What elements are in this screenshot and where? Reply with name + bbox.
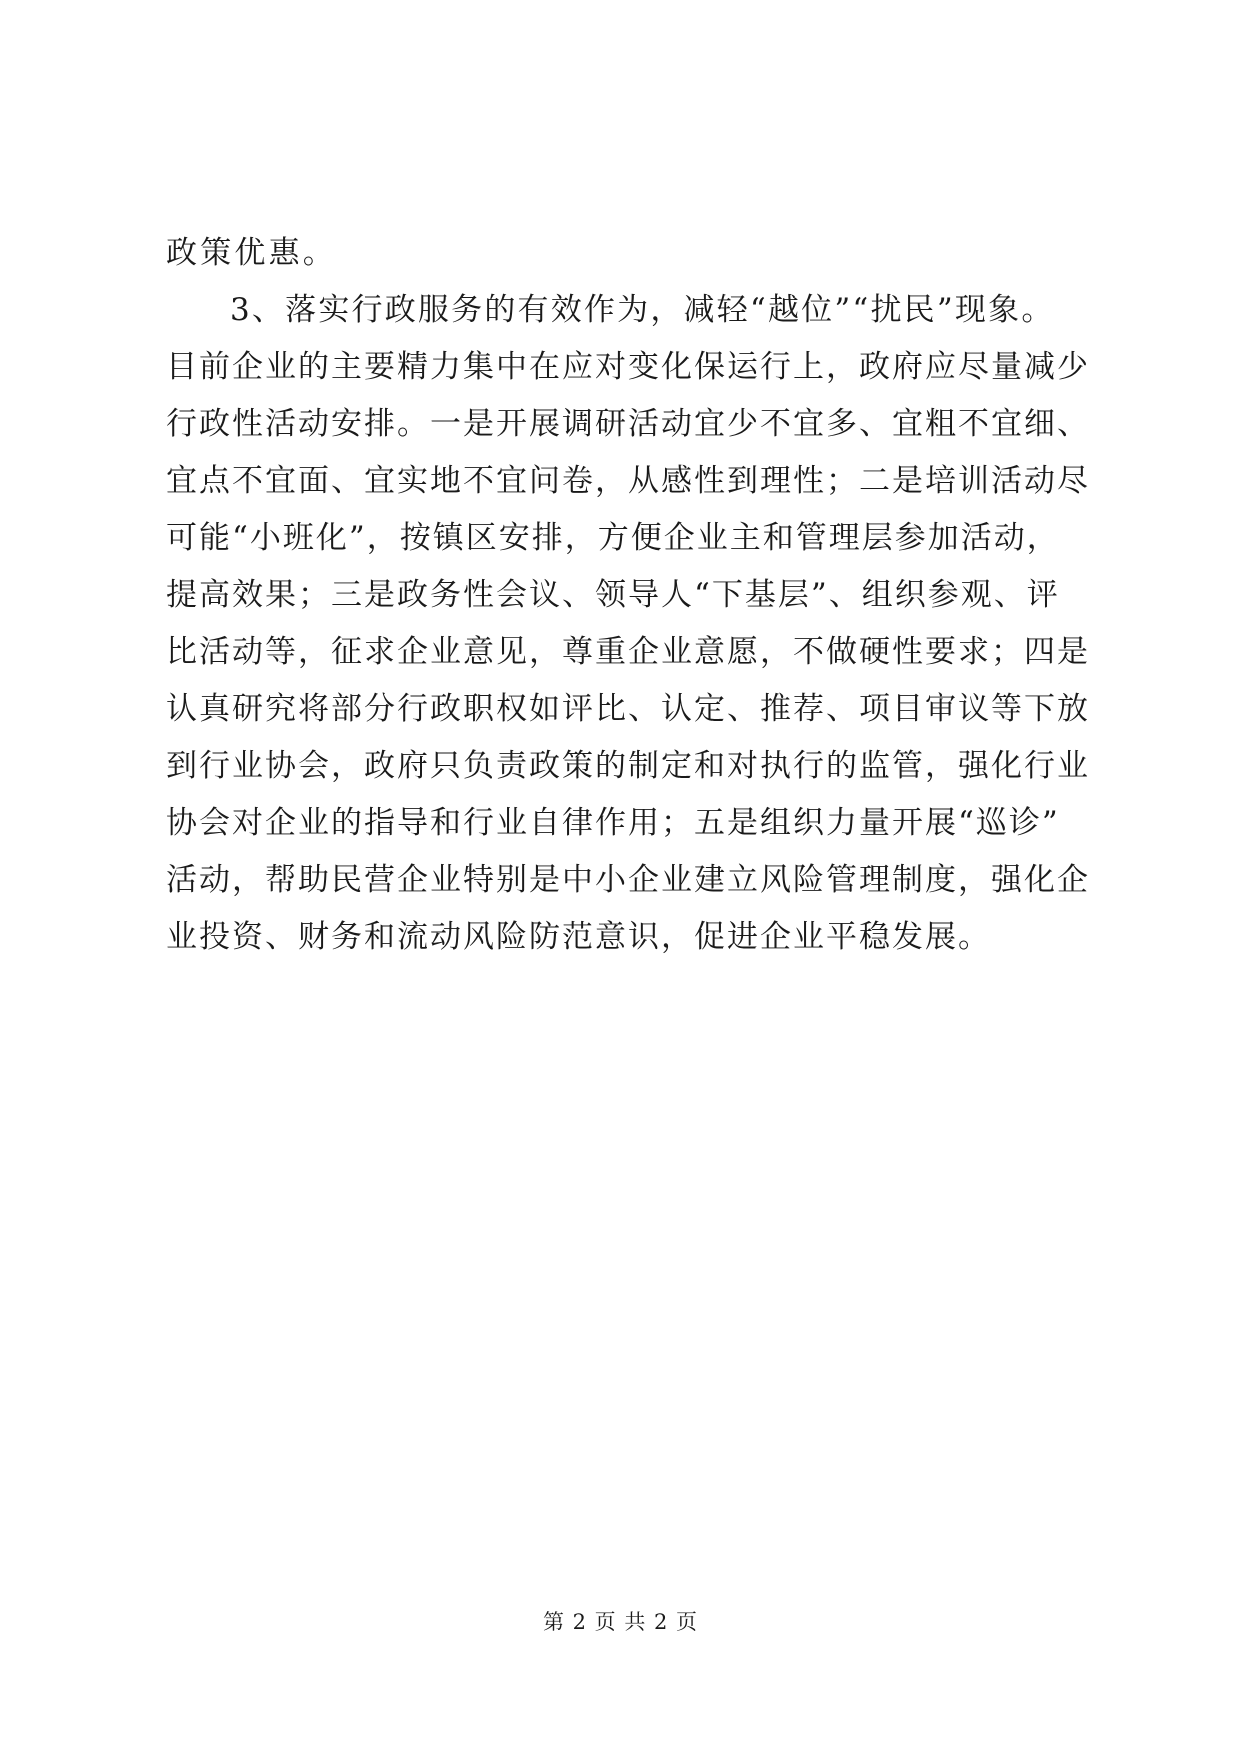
text-line-8: 比活动等，征求企业意见，尊重企业意愿，不做硬性要求；四是 xyxy=(166,634,1090,670)
text-line-2: 3、落实行政服务的有效作为，减轻“越位”“扰民”现象。 xyxy=(230,292,1055,328)
text-line-10: 到行业协会，政府只负责政策的制定和对执行的监管，强化行业 xyxy=(166,748,1090,784)
text-line-7: 提高效果；三是政务性会议、领导人“下基层”、组织参观、评 xyxy=(166,577,1060,613)
text-line-12: 活动，帮助民营企业特别是中小企业建立风险管理制度，强化企 xyxy=(166,862,1090,898)
text-line-4: 行政性活动安排。一是开展调研活动宜少不宜多、宜粗不宜细、 xyxy=(166,406,1090,442)
text-line-13: 业投资、财务和流动风险防范意识，促进企业平稳发展。 xyxy=(166,919,991,955)
text-line-11: 协会对企业的指导和行业自律作用；五是组织力量开展“巡诊” xyxy=(166,805,1060,841)
text-line-1: 政策优惠。 xyxy=(166,235,337,271)
text-line-9: 认真研究将部分行政职权如评比、认定、推荐、项目审议等下放 xyxy=(166,691,1090,727)
text-line-3: 目前企业的主要精力集中在应对变化保运行上，政府应尽量减少 xyxy=(166,349,1090,385)
text-line-5: 宜点不宜面、宜实地不宜问卷，从感性到理性；二是培训活动尽 xyxy=(166,463,1090,499)
page-number-footer: 第 2 页 共 2 页 xyxy=(542,1610,699,1634)
text-line-6: 可能“小班化”，按镇区安排，方便企业主和管理层参加活动， xyxy=(166,520,1060,556)
